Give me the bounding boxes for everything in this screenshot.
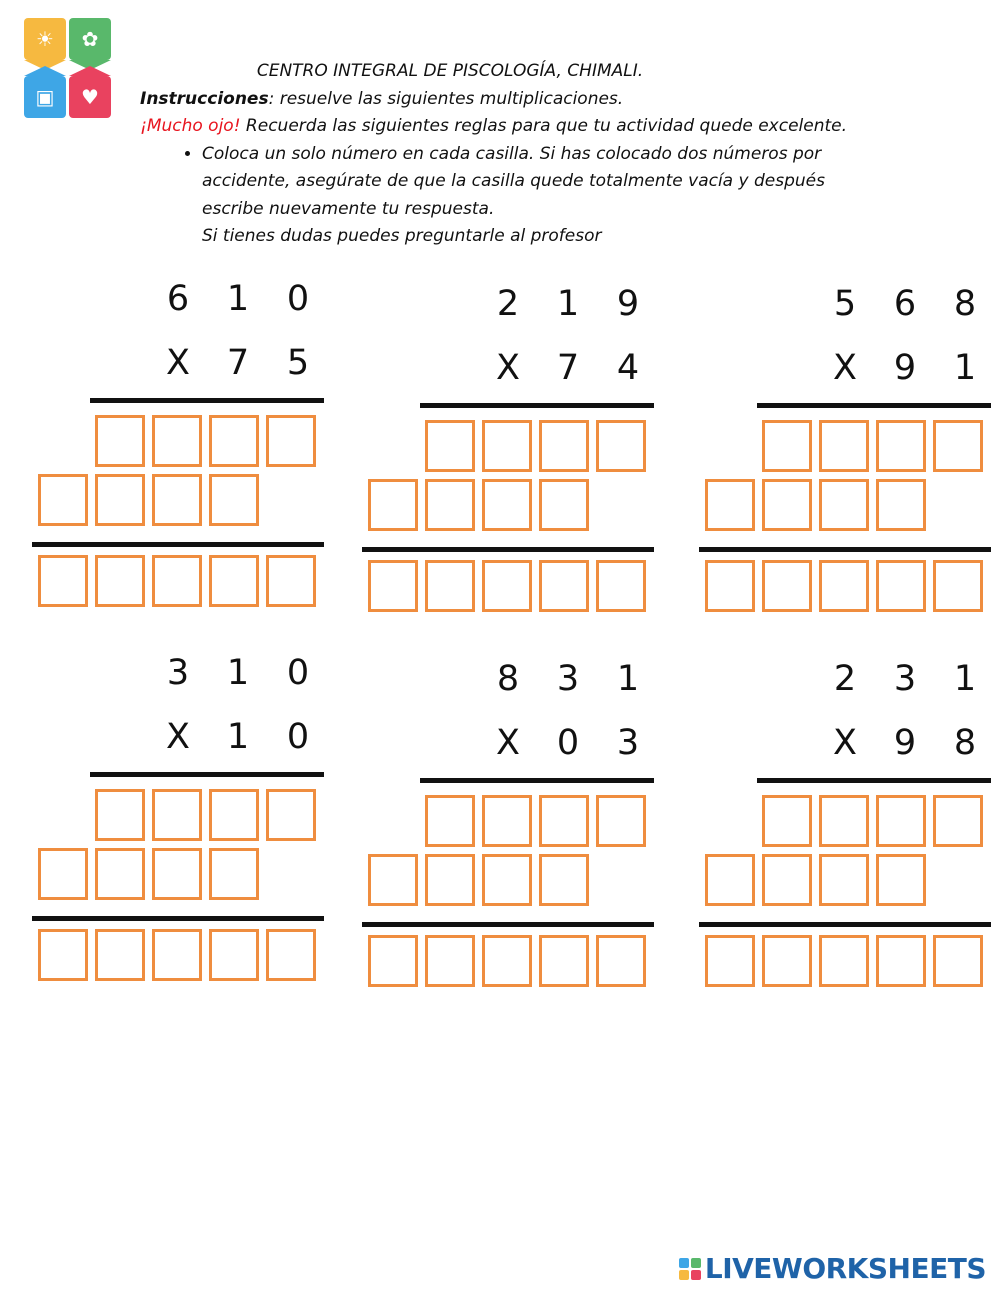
partial-product-box[interactable] <box>482 420 532 472</box>
partial-product-box[interactable] <box>95 474 145 526</box>
partial-product-box[interactable] <box>152 848 202 900</box>
multiplier-digit: 3 <box>616 723 640 763</box>
multiplication-problem <box>365 285 665 625</box>
multiplier-digit: 9 <box>893 348 917 388</box>
multiplicand-digit: 3 <box>166 653 190 693</box>
multiplicand-digit: 1 <box>226 279 250 319</box>
result-box[interactable] <box>368 935 418 987</box>
multiplicand-digit: 2 <box>833 659 857 699</box>
partial-product-box[interactable] <box>876 795 926 847</box>
multiplier-digit: 8 <box>953 723 977 763</box>
instructions-label: Instrucciones <box>140 88 269 109</box>
partial-product-box[interactable] <box>266 415 316 467</box>
multiplier-digit: 7 <box>226 343 250 383</box>
liveworksheets-logo <box>679 1252 986 1285</box>
result-box[interactable] <box>596 935 646 987</box>
multiply-sign: X <box>496 723 520 763</box>
partial-product-box[interactable] <box>539 479 589 531</box>
result-box[interactable] <box>95 555 145 607</box>
multiplier-digit: 5 <box>286 343 310 383</box>
partial-product-box[interactable] <box>539 420 589 472</box>
multiplier-digit: 9 <box>893 723 917 763</box>
sum-line <box>32 916 324 921</box>
result-box[interactable] <box>209 555 259 607</box>
book-icon: ▣ <box>35 85 55 109</box>
sum-line <box>699 547 991 552</box>
multiplicand-digit: 8 <box>953 284 977 324</box>
logo-tile-red-point <box>69 66 111 76</box>
result-box[interactable] <box>596 560 646 612</box>
sum-line <box>32 542 324 547</box>
partial-product-box[interactable] <box>819 854 869 906</box>
multiplication-line <box>757 403 991 408</box>
partial-product-box[interactable] <box>933 420 983 472</box>
partial-product-box[interactable] <box>539 854 589 906</box>
partial-product-box[interactable] <box>876 854 926 906</box>
result-box[interactable] <box>266 555 316 607</box>
result-box[interactable] <box>933 935 983 987</box>
instructions <box>140 86 870 114</box>
multiplication-line <box>90 772 324 777</box>
result-box[interactable] <box>539 935 589 987</box>
multiplicand-digit: 1 <box>616 659 640 699</box>
liveworksheets-icon <box>679 1258 701 1280</box>
partial-product-box[interactable] <box>762 795 812 847</box>
partial-product-box[interactable] <box>762 420 812 472</box>
result-box[interactable] <box>266 929 316 981</box>
multiplier-digit: 1 <box>953 348 977 388</box>
result-box[interactable] <box>933 560 983 612</box>
partial-product-box[interactable] <box>425 854 475 906</box>
partial-product-box[interactable] <box>819 420 869 472</box>
sum-line <box>362 922 654 927</box>
multiplicand-digit: 6 <box>166 279 190 319</box>
partial-product-box[interactable] <box>209 789 259 841</box>
multiplicand-digit: 5 <box>833 284 857 324</box>
partial-product-box[interactable] <box>95 789 145 841</box>
result-box[interactable] <box>482 935 532 987</box>
warning <box>140 113 870 141</box>
multiplicand-digit: 1 <box>556 284 580 324</box>
partial-product-box[interactable] <box>38 474 88 526</box>
instructions-text: : resuelve las siguientes multiplicaciones. <box>268 88 624 109</box>
partial-product-box[interactable] <box>152 415 202 467</box>
multiplication-problem <box>702 660 1000 1000</box>
partial-product-box[interactable] <box>819 795 869 847</box>
logo-tile-yellow <box>24 18 66 60</box>
partial-product-box[interactable] <box>95 415 145 467</box>
sum-line <box>699 922 991 927</box>
result-box[interactable] <box>705 935 755 987</box>
partial-product-box[interactable] <box>482 795 532 847</box>
result-box[interactable] <box>425 560 475 612</box>
result-box[interactable] <box>819 560 869 612</box>
multiplicand-digit: 6 <box>893 284 917 324</box>
partial-product-box[interactable] <box>705 479 755 531</box>
partial-product-box[interactable] <box>933 795 983 847</box>
partial-product-box[interactable] <box>152 474 202 526</box>
rule-item: • Coloca un solo número en cada casilla. Si has colocado dos números por accidente, asegúrate de que la casilla quede totalmente vacía y después escribe nuevamente tu respuesta. <box>202 141 870 224</box>
multiplier-digit: 1 <box>226 717 250 757</box>
result-box[interactable] <box>95 929 145 981</box>
multiplier-digit: 0 <box>556 723 580 763</box>
multiplier-digit: 4 <box>616 348 640 388</box>
multiplication-problem <box>702 285 1000 625</box>
partial-product-box[interactable] <box>368 854 418 906</box>
partial-product-box[interactable] <box>876 420 926 472</box>
multiplication-line <box>757 778 991 783</box>
result-box[interactable] <box>38 929 88 981</box>
partial-product-box[interactable] <box>152 789 202 841</box>
multiplicand-digit: 1 <box>953 659 977 699</box>
partial-product-box[interactable] <box>876 479 926 531</box>
partial-product-box[interactable] <box>209 848 259 900</box>
brain-icon: ✿ <box>81 27 99 51</box>
partial-product-box[interactable] <box>425 479 475 531</box>
partial-product-box[interactable] <box>482 854 532 906</box>
multiply-sign: X <box>833 723 857 763</box>
logo-tile-green <box>69 18 111 60</box>
result-box[interactable] <box>152 555 202 607</box>
partial-product-box[interactable] <box>596 420 646 472</box>
multiplicand-digit: 0 <box>286 653 310 693</box>
result-box[interactable] <box>762 935 812 987</box>
multiplicand-digit: 1 <box>226 653 250 693</box>
result-box[interactable] <box>705 560 755 612</box>
result-box[interactable] <box>152 929 202 981</box>
result-box[interactable] <box>425 935 475 987</box>
warning-text: Recuerda las siguientes reglas para que tu actividad quede excelente. <box>240 116 848 136</box>
partial-product-box[interactable] <box>38 848 88 900</box>
multiplicand-digit: 3 <box>893 659 917 699</box>
partial-product-box[interactable] <box>368 479 418 531</box>
rules-list <box>140 141 870 251</box>
logo-tile-blue-point <box>24 66 66 76</box>
partial-product-box[interactable] <box>482 479 532 531</box>
partial-product-box[interactable] <box>596 795 646 847</box>
result-box[interactable] <box>209 929 259 981</box>
partial-product-box[interactable] <box>95 848 145 900</box>
result-box[interactable] <box>876 935 926 987</box>
result-box[interactable] <box>482 560 532 612</box>
result-box[interactable] <box>819 935 869 987</box>
result-box[interactable] <box>368 560 418 612</box>
brand-name: LIVEWORKSHEETS <box>704 1252 986 1285</box>
logo-tile-blue <box>24 76 66 118</box>
school-logo <box>24 18 112 124</box>
multiplier-digit: 0 <box>286 717 310 757</box>
multiply-sign: X <box>833 348 857 388</box>
multiplier-digit: 7 <box>556 348 580 388</box>
multiplicand-digit: 9 <box>616 284 640 324</box>
multiplication-problem <box>365 660 665 1000</box>
multiplicand-digit: 0 <box>286 279 310 319</box>
result-box[interactable] <box>876 560 926 612</box>
partial-product-box[interactable] <box>819 479 869 531</box>
partial-product-box[interactable] <box>425 795 475 847</box>
lightbulb-icon: ☀ <box>36 27 54 51</box>
multiply-sign: X <box>496 348 520 388</box>
logo-tile-red <box>69 76 111 118</box>
worksheet-header <box>140 58 870 250</box>
partial-product-box[interactable] <box>762 854 812 906</box>
multiply-sign: X <box>166 717 190 757</box>
sum-line <box>362 547 654 552</box>
warning-label: ¡Mucho ojo! <box>140 116 241 136</box>
multiply-sign: X <box>166 343 190 383</box>
heart-icon: ♥ <box>81 85 99 109</box>
partial-product-box[interactable] <box>762 479 812 531</box>
multiplication-problem <box>35 654 335 994</box>
multiplication-line <box>420 778 654 783</box>
page-title: CENTRO INTEGRAL DE PISCOLOGÍA, CHIMALI. <box>256 61 644 81</box>
partial-product-box[interactable] <box>266 789 316 841</box>
multiplicand-digit: 2 <box>496 284 520 324</box>
multiplicand-digit: 3 <box>556 659 580 699</box>
partial-product-box[interactable] <box>209 415 259 467</box>
multiplicand-digit: 8 <box>496 659 520 699</box>
rule-item: • Si tienes dudas puedes preguntarle al profesor <box>202 223 870 250</box>
multiplication-line <box>90 398 324 403</box>
partial-product-box[interactable] <box>539 795 589 847</box>
multiplication-line <box>420 403 654 408</box>
partial-product-box[interactable] <box>705 854 755 906</box>
multiplication-problem <box>35 280 335 620</box>
result-box[interactable] <box>38 555 88 607</box>
partial-product-box[interactable] <box>209 474 259 526</box>
result-box[interactable] <box>762 560 812 612</box>
result-box[interactable] <box>539 560 589 612</box>
partial-product-box[interactable] <box>425 420 475 472</box>
